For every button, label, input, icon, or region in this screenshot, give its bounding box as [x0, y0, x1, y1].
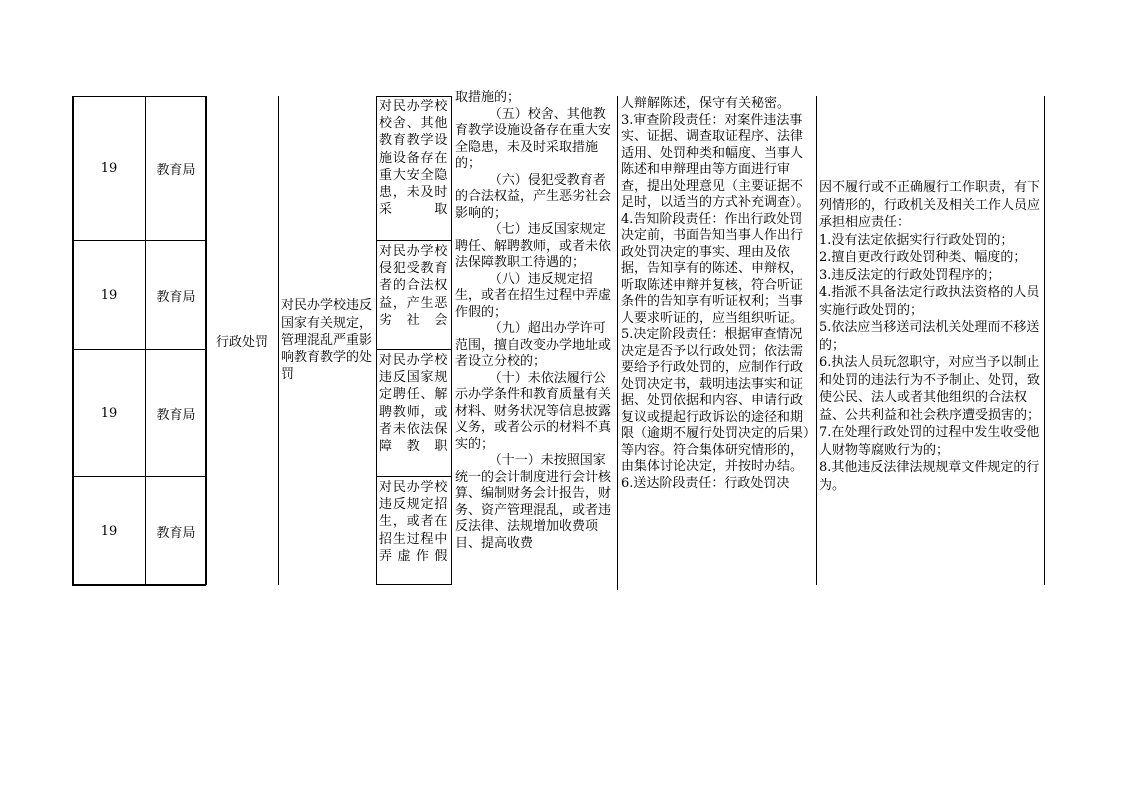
basis-line: （六）侵犯受教育者的合法权益，产生恶劣社会影响的；: [455, 172, 612, 221]
accountability-text: [816, 179, 1044, 494]
row-3-sub-item: 对民办学校违反国家规定聘任、解聘教师，或者未依法保障教职: [379, 353, 448, 455]
table-border: [72, 240, 206, 241]
row-3-number: 19: [100, 406, 118, 421]
table-border: [72, 96, 206, 97]
table-border: [145, 96, 146, 585]
basis-line: （五）校舍、其他教育教学设施设备存在重大安全隐患，未及时采取措施的；: [455, 106, 612, 171]
category-cell: [206, 96, 278, 585]
table-border: [72, 349, 206, 350]
duty-line: 3.审查阶段责任：对案件违法事实、证据、调查取证程序、法律适用、处罚种类和幅度、当事人陈述和申辩理由等方面进行审查，提出处理意见（主要证据不足时，以适当的方式补充调查）。: [621, 112, 810, 210]
accountability-cell: [816, 96, 1044, 585]
duties-cell: [618, 96, 816, 590]
accountability-line: 7.在处理行政处罚的过程中发生收受他人财物等腐败行为的；: [819, 425, 1040, 458]
basis-line: （七）违反国家规定聘任、解聘教师，或者未依法保障教职工待遇的；: [455, 222, 612, 270]
accountability-line: 6.执法人员玩忽职守，对应当予以制止和处罚的违法行为不予制止、处罚，致使公民、法人或者其他组织的合法权益、公共利益和社会秩序遭受损害的；: [819, 355, 1041, 423]
table-border: [451, 96, 452, 585]
legal-basis-cell: [452, 90, 617, 585]
row-4-department: 教育局: [156, 525, 196, 541]
table-border: [376, 476, 452, 477]
table-border: [72, 476, 206, 477]
table-border: [278, 96, 279, 585]
basis-line: （八）违反规定招生，或者在招生过程中弄虚作假的；: [455, 271, 612, 320]
accountability-line: 3.违反法定的行政处罚程序的；: [819, 267, 1001, 283]
item-name-cell: [278, 96, 376, 585]
accountability-line: 2.擅自更改行政处罚种类、幅度的；: [819, 250, 1027, 265]
duty-line: 6.送达阶段责任：行政处罚决: [621, 475, 790, 491]
table-border: [376, 96, 377, 585]
basis-line: 取措施的；: [455, 90, 521, 105]
row-4-number: 19: [100, 523, 118, 539]
accountability-line: 因不履行或不正确履行工作职责，有下列情形的，行政机关及相关工作人员应承担相应责任：: [819, 180, 1041, 230]
basis-line: （十一）未按照国家统一的会计制度进行会计核算、编制财务会计报告，财务、资产管理混乱，或者违反法律、法规增加收费项目、提高收费: [455, 453, 612, 551]
table-border: [376, 349, 452, 350]
duty-line: 人辩解陈述，保守有关秘密。: [621, 96, 791, 111]
row-1-number: 19: [100, 161, 118, 176]
table-border: [376, 96, 452, 97]
table-border: [72, 96, 74, 585]
table-border: [816, 96, 817, 585]
accountability-line: 4.指派不具备法定行政执法资格的人员实施行政处罚的；: [819, 285, 1040, 318]
table-border: [376, 584, 452, 585]
table-border: [1044, 96, 1045, 585]
accountability-line: 5.依法应当移送司法机关处理而不移送的；: [819, 320, 1040, 353]
category-text: 行政处罚: [215, 335, 268, 350]
item-name-text: 对民办学校违反国家有关规定，管理混乱严重影响教育教学的处罚: [281, 298, 373, 383]
row-2-sub-item: 对民办学校侵犯受教育者的合法权益，产生恶劣社会: [379, 244, 448, 328]
row-2-number: 19: [100, 288, 118, 303]
duty-line: 5.决定阶段责任：根据审查情况决定是否予以行政处罚；依法需要给予行政处罚的，应制作行政处罚决定书，载明违法事实和证据、处罚依据和内容、申请行政复议或提起行政诉讼的途径和期限（逾期不履行处罚决定的后果）等内容。符合集体研究情形的，由集体讨论决定，并按时办结。: [621, 327, 810, 474]
duty-line: 4.告知阶段责任：作出行政处罚决定前，书面告知当事人作出行政处罚决定的事实、理由及依据，告知享有的陈述、申辩权，听取陈述申辩并复核，符合听证条件的告知享有听证权利；当事人要求听证的，应当组织听证。: [621, 211, 804, 326]
row-1-department: 教育局: [156, 163, 196, 178]
basis-line: （九）超出办学许可范围，擅自改变办学地址或者设立分校的；: [455, 321, 612, 369]
table-border: [376, 240, 452, 241]
row-2-department: 教育局: [156, 290, 196, 305]
table-border: [205, 96, 207, 585]
basis-line: （十）未依法履行公示办学条件和教育质量有关材料、财务状况等信息披露义务，或者公示的材料不真实的；: [455, 370, 612, 452]
accountability-line: 8.其他违反法律法规规章文件规定的行为。: [819, 460, 1040, 493]
table-border: [617, 96, 618, 590]
row-3-department: 教育局: [156, 408, 196, 423]
row-4-sub-item: 对民办学校违反规定招生，或者在招生过程中弄虚作假: [379, 480, 448, 564]
accountability-line: 1.没有法定依据实行行政处罚的；: [819, 232, 1014, 248]
row-1-sub-item: 对民办学校校舍、其他教育教学设施设备存在重大安全隐患，未及时采取: [379, 99, 448, 218]
table-border: [72, 584, 206, 586]
